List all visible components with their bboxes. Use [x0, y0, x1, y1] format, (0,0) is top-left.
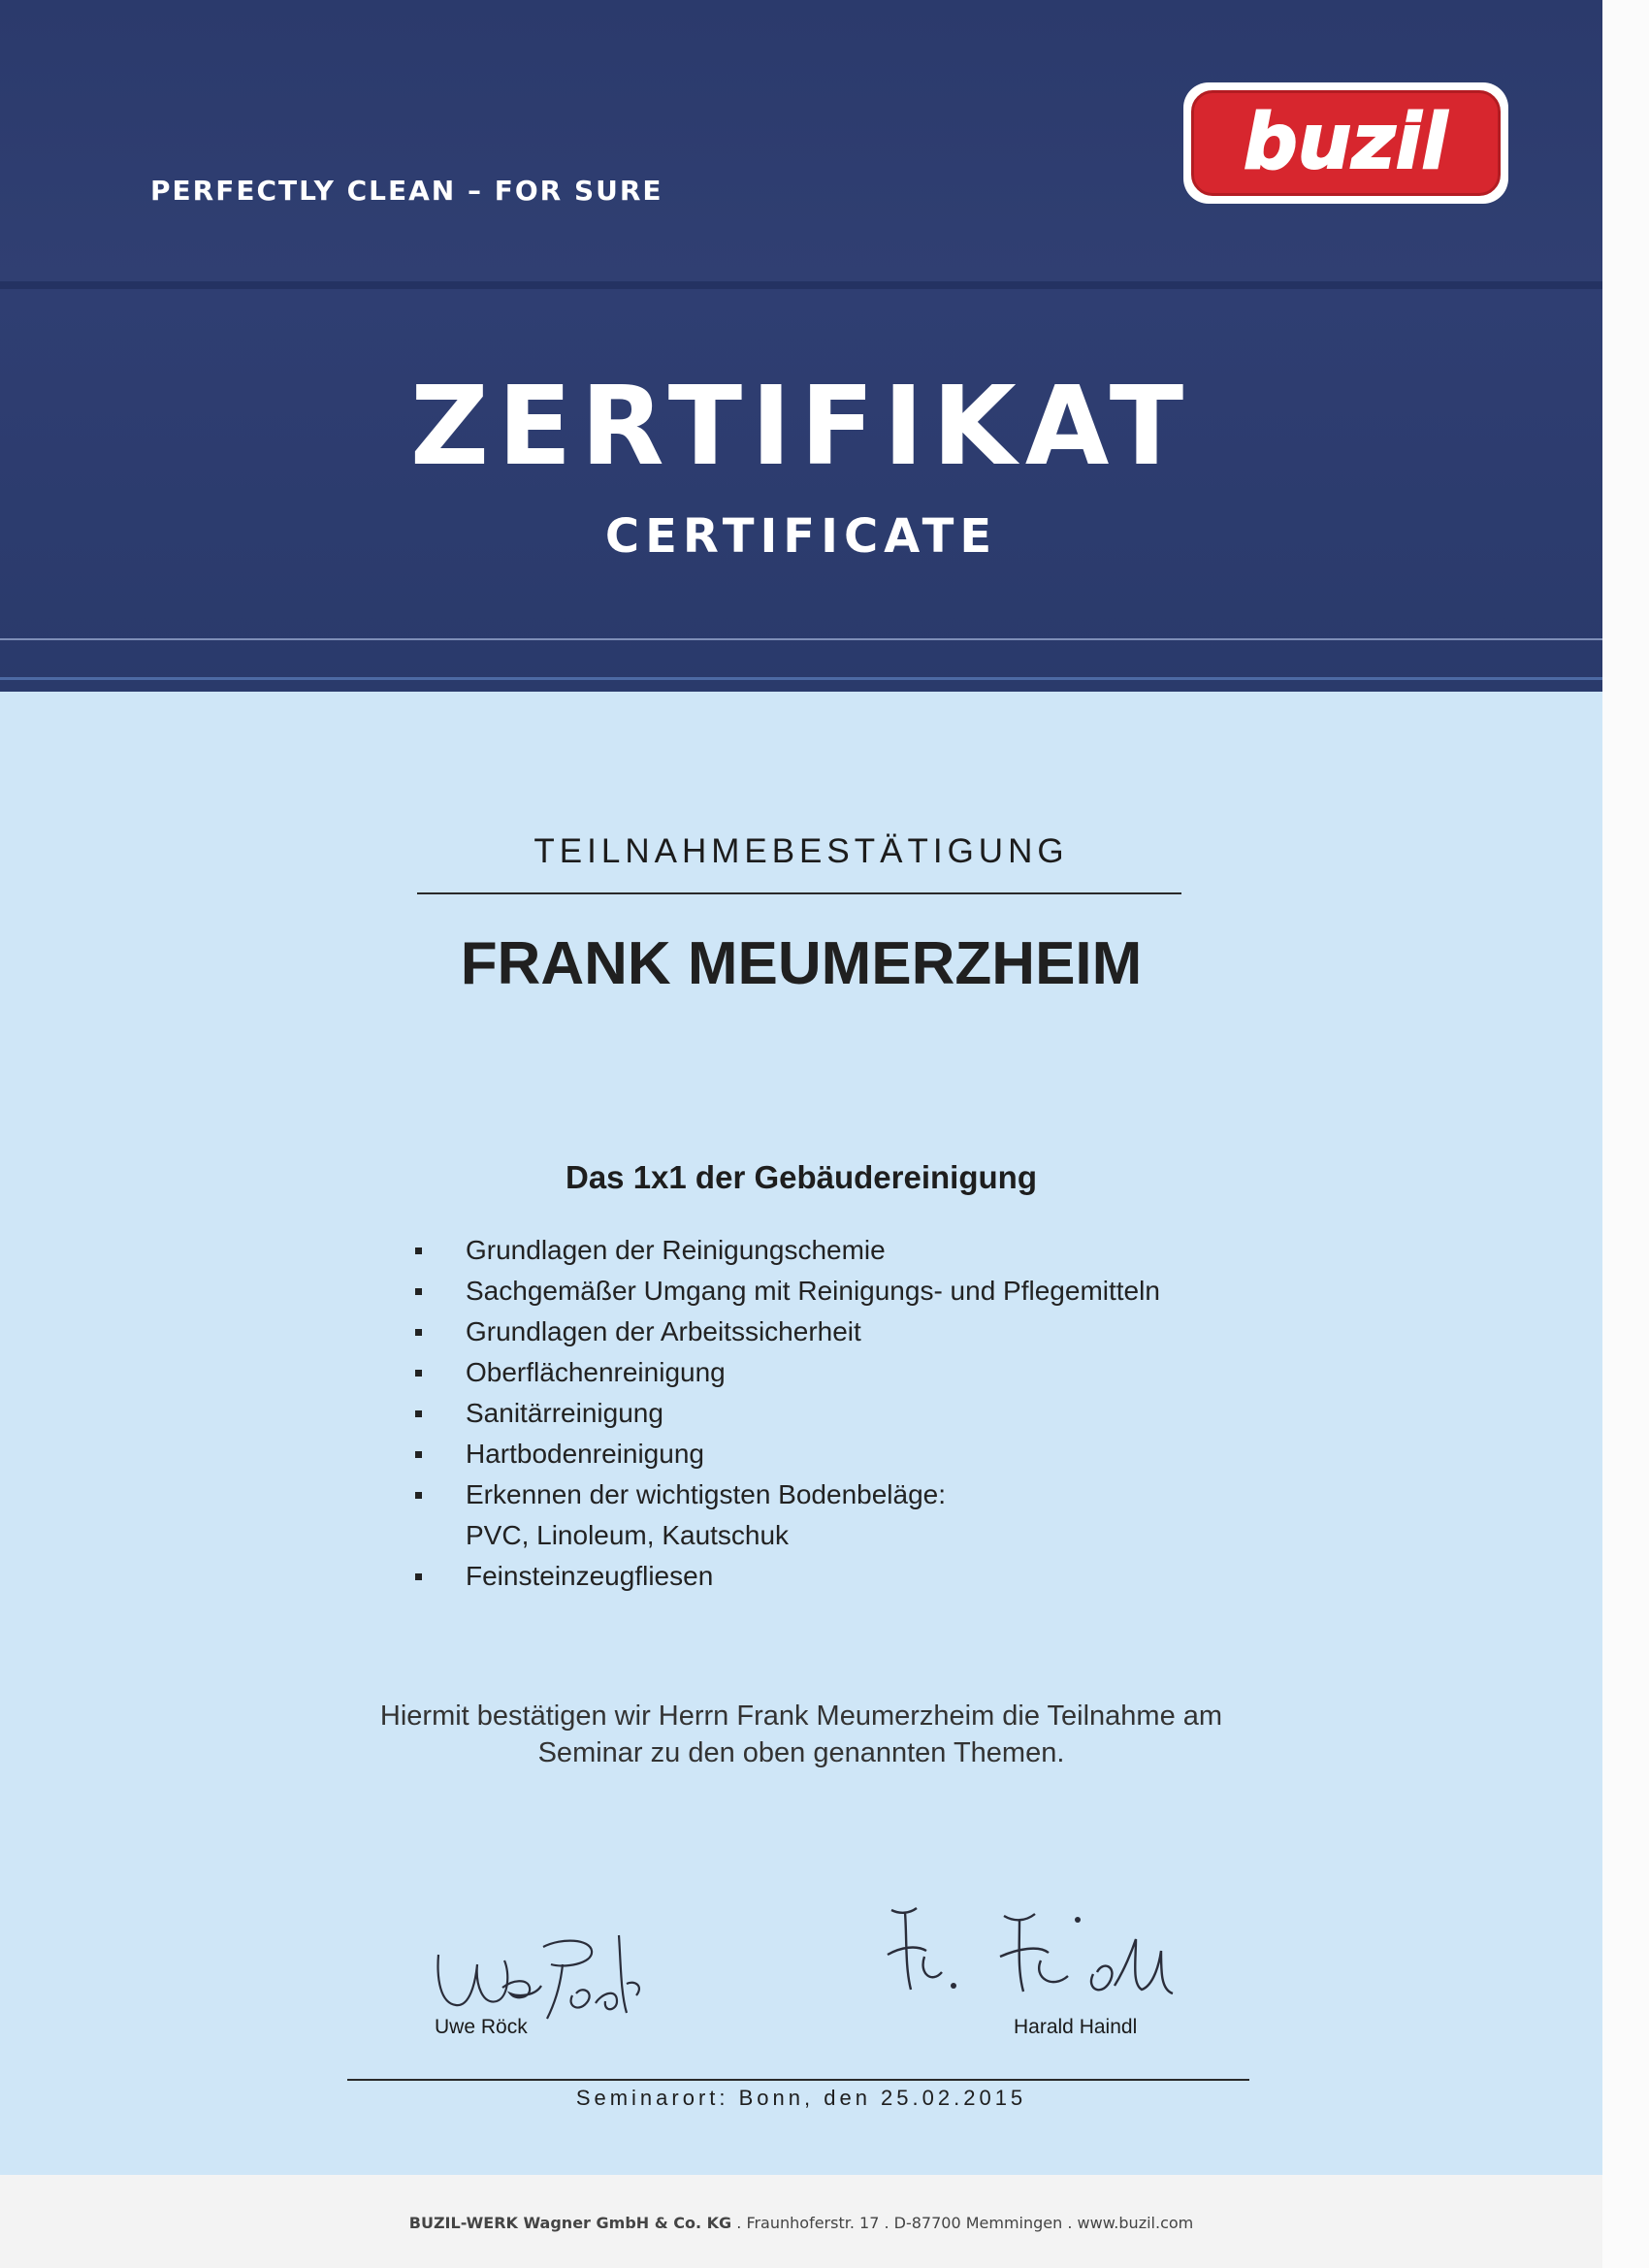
heading-underline — [417, 892, 1181, 894]
signature-harald-haindl — [878, 1896, 1237, 2023]
seminar-place-date: Seminarort: Bonn, den 25.02.2015 — [575, 2086, 1027, 2110]
topic-item: Sanitärreinigung — [407, 1393, 1160, 1434]
footer-company: BUZIL-WERK Wagner GmbH & Co. KG — [408, 2214, 732, 2232]
topic-item: Grundlagen der Arbeitssicherheit — [407, 1312, 1160, 1352]
topic-item: Sachgemäßer Umgang mit Reinigungs- und Pflegemitteln — [407, 1271, 1160, 1312]
svg-text:buzil: buzil — [1243, 99, 1448, 186]
signatory-name: Harald Haindl — [1014, 2016, 1138, 2038]
title-band-rule — [0, 638, 1602, 640]
topic-item: Feinsteinzeugfliesen — [407, 1556, 1160, 1597]
title-band — [0, 289, 1602, 692]
confirmation-heading: TEILNAHMEBESTÄTIGUNG — [534, 832, 1069, 870]
certificate-title: ZERTIFIKAT — [409, 364, 1193, 490]
signature-rule — [347, 2079, 1249, 2081]
recipient-name: FRANK MEUMERZHEIM — [460, 930, 1143, 997]
topic-item: Grundlagen der Reinigungschemie — [407, 1230, 1160, 1271]
topic-item: Erkennen der wichtigsten Bodenbeläge: PVC, Linoleum, Kautschuk — [407, 1474, 1160, 1556]
topic-item: Hartbodenreinigung — [407, 1434, 1160, 1474]
footer-address-text: . Fraunhoferstr. 17 . D-87700 Memmingen . www.buzil.com — [736, 2214, 1194, 2232]
confirmation-statement: Hiermit bestätigen wir Herrn Frank Meumerzheim die Teilnahme am Seminar zu den oben genannten Themen. — [379, 1701, 1223, 1768]
buzil-logo — [1183, 82, 1508, 204]
signatory-name: Uwe Röck — [435, 2016, 528, 2038]
topic-list — [407, 1230, 1160, 1597]
header-divider — [0, 281, 1602, 289]
certificate-subtitle: CERTIFICATE — [604, 509, 998, 564]
footer-address — [0, 2214, 1602, 2232]
title-band-bottom-rule — [0, 677, 1602, 680]
brand-slogan: PERFECTLY CLEAN – FOR SURE — [150, 175, 663, 207]
scan-margin — [1602, 0, 1649, 2268]
course-title: Das 1x1 der Gebäudereinigung — [566, 1159, 1037, 1195]
topic-item: Oberflächenreinigung — [407, 1352, 1160, 1393]
